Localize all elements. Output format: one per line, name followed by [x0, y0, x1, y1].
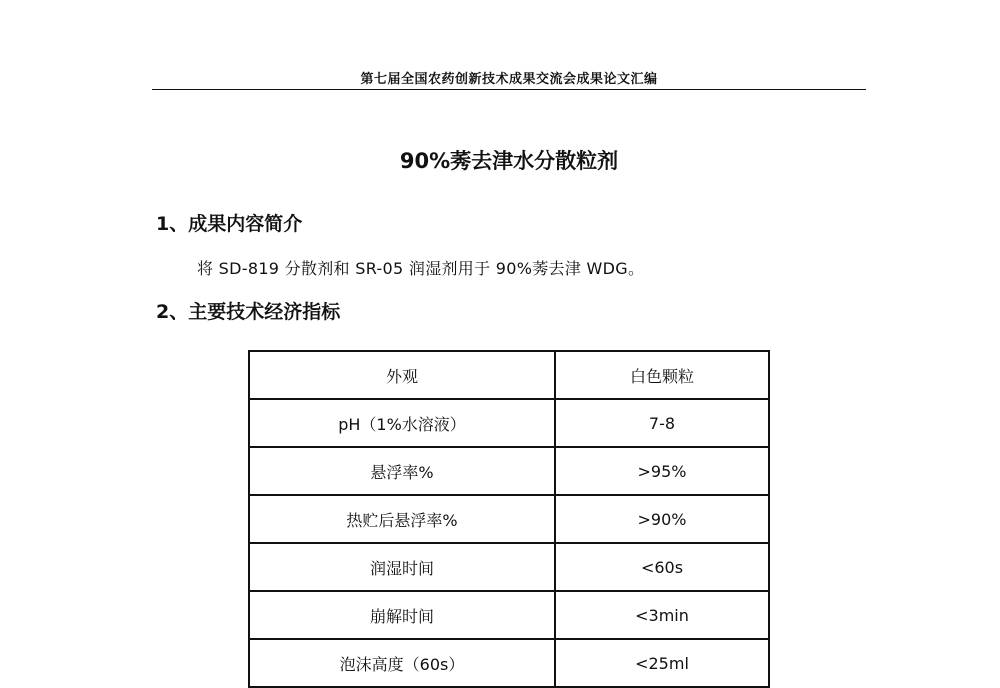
header-rule [152, 89, 866, 90]
table-cell-name: pH（1%水溶液） [249, 399, 555, 447]
table-cell-name: 泡沫高度（60s） [249, 639, 555, 687]
table-row [249, 447, 769, 495]
table-cell-value: <60s [555, 543, 769, 591]
table-cell-value: >90% [555, 495, 769, 543]
table-row [249, 399, 769, 447]
running-header: 第七届全国农药创新技术成果交流会成果论文汇编 [360, 72, 658, 87]
table-cell-name: 崩解时间 [249, 591, 555, 639]
table-cell-value: <25ml [555, 639, 769, 687]
summary-paragraph: 将 SD-819 分散剂和 SR-05 润湿剂用于 90%莠去津 WDG。 [197, 259, 645, 278]
table-row [249, 639, 769, 687]
table-row [249, 495, 769, 543]
table-cell-value: 白色颗粒 [555, 351, 769, 399]
table-cell-name: 悬浮率% [249, 447, 555, 495]
table-cell-value: >95% [555, 447, 769, 495]
table-cell-name: 热贮后悬浮率% [249, 495, 555, 543]
table-row [249, 543, 769, 591]
table-row [249, 351, 769, 399]
section-heading-summary: 1、成果内容简介 [156, 213, 303, 235]
table-cell-value: <3min [555, 591, 769, 639]
table-cell-name: 外观 [249, 351, 555, 399]
section-heading-indicators: 2、主要技术经济指标 [156, 301, 341, 323]
table-cell-name: 润湿时间 [249, 543, 555, 591]
spec-table [248, 350, 770, 688]
document-title: 90%莠去津水分散粒剂 [399, 149, 619, 173]
table-row [249, 591, 769, 639]
table-cell-value: 7-8 [555, 399, 769, 447]
